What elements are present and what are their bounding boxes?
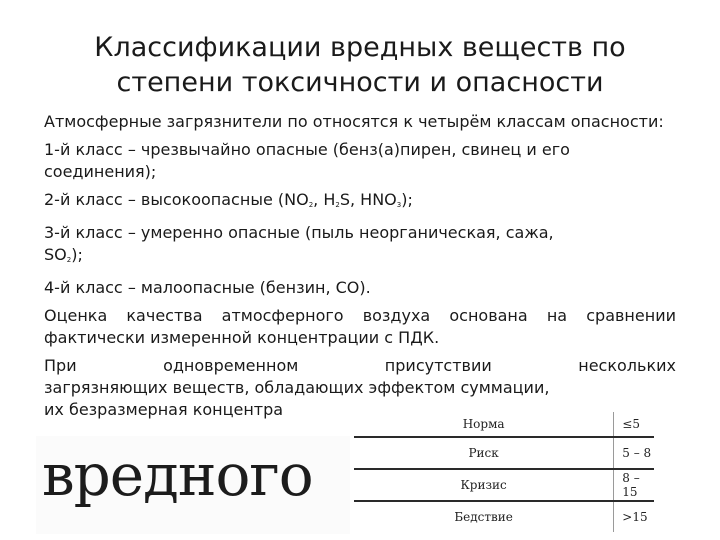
table-cell-label: Норма <box>354 412 614 437</box>
class-2-text: 2-й класс – высокоопасные (NO <box>44 190 309 209</box>
slide-body <box>44 111 676 427</box>
subscript: 3 <box>396 201 402 209</box>
slide-title <box>0 30 720 100</box>
class-3-text: 3-й класс – умеренно опасные (пыль неорганическая, сажа, <box>44 223 554 242</box>
table-cell-value: ≤5 <box>614 412 654 437</box>
subscript: 2 <box>308 201 314 209</box>
subscript: 2 <box>335 201 340 209</box>
table-cell-label: Бедствие <box>354 501 614 532</box>
word-image <box>36 436 350 534</box>
table-row <box>354 412 654 437</box>
subscript: 2 <box>66 256 72 264</box>
class-2-text: S, HNO <box>339 190 397 209</box>
summation-line-3: их безразмерная концентра <box>44 400 284 419</box>
class-3-text: ); <box>71 245 83 264</box>
pollution-index-table-image <box>354 412 688 540</box>
table-cell-label: Риск <box>354 437 614 469</box>
class-1-paragraph: 1-й класс – чрезвычайно опасные (бенз(а)пирен, свинец и его соединения); <box>44 140 570 181</box>
intro-paragraph: Атмосферные загрязнители по относятся к четырём классам опасности: <box>44 112 664 131</box>
class-2-text: ); <box>401 190 413 209</box>
assessment-paragraph: Оценка качества атмосферного воздуха основана на сравнении фактически измеренной концентрации с ПДК. <box>44 306 676 347</box>
table-row <box>354 469 654 501</box>
class-2-text: , H <box>313 190 336 209</box>
table-cell-value: 5 – 8 <box>614 437 654 469</box>
summation-line-1: При одновременном присутствии нескольких <box>44 356 676 375</box>
summation-line-2: загрязняющих веществ, обладающих эффектом суммации, <box>44 378 550 397</box>
class-3-text: SO <box>44 245 67 264</box>
title-line-2: степени токсичности и опасности <box>116 67 604 98</box>
class-4-paragraph: 4-й класс – малоопасные (бензин, CO). <box>44 278 371 297</box>
class-2-paragraph <box>44 189 676 216</box>
pollution-index-table <box>354 412 654 532</box>
title-line-1: Классификации вредных веществ по <box>94 32 626 63</box>
table-cell-label: Кризис <box>354 469 614 501</box>
table-row <box>354 501 654 532</box>
table-cell-value: 8 – 15 <box>614 469 654 501</box>
table-row <box>354 437 654 469</box>
overlay-word: вредного <box>42 441 313 509</box>
class-3-paragraph <box>44 222 676 271</box>
table-cell-value: >15 <box>622 510 648 524</box>
